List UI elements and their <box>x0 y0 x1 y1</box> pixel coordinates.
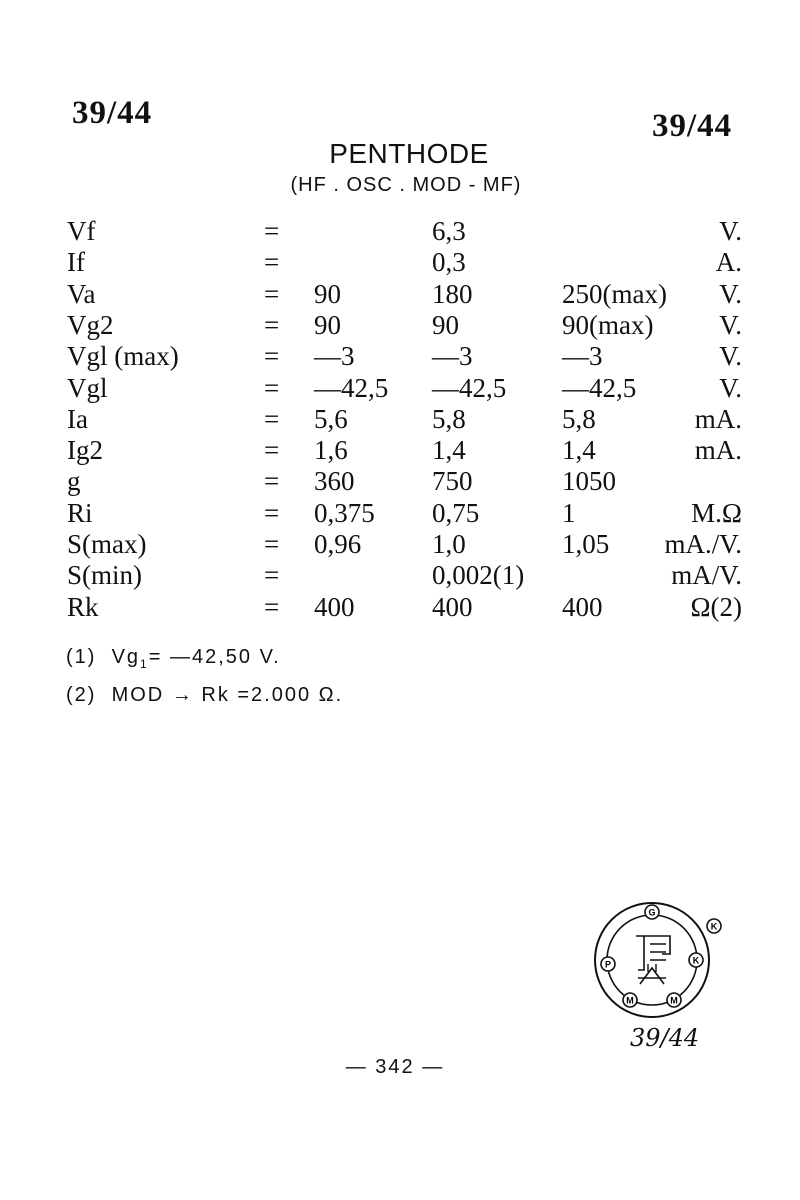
table-row <box>0 310 800 341</box>
cell-v1: 0,375 <box>314 498 375 528</box>
cell-unit: A. <box>715 247 742 277</box>
socket-pin-label: M <box>670 995 678 1006</box>
cell-v3: 1,05 <box>562 529 610 559</box>
table-row <box>0 592 800 623</box>
cell-unit: mA/V. <box>671 560 742 590</box>
socket-diagram <box>592 900 732 1020</box>
cell-v2: 400 <box>432 592 473 622</box>
socket-pin-label: P <box>604 959 612 970</box>
cell-v2: —3 <box>432 341 473 371</box>
cell-v1: 0,96 <box>314 529 362 559</box>
cell-symbol: Vg2 <box>67 310 114 340</box>
filament-symbol <box>638 964 666 978</box>
cell-unit: V. <box>719 373 742 403</box>
table-row <box>0 560 800 591</box>
page-subtitle: (HF . OSC . MOD - MF) <box>290 174 522 196</box>
page-number: — 342 — <box>345 1056 445 1078</box>
table-row <box>0 529 800 560</box>
cell-v2: 750 <box>432 466 473 496</box>
table-row <box>0 435 800 466</box>
cell-v1: 5,6 <box>314 404 348 434</box>
cell-v3: 1,4 <box>562 435 596 465</box>
footnote-1-subscript: 1 <box>140 657 149 671</box>
header-code-left: 39/44 <box>72 95 153 131</box>
cell-unit: V. <box>719 216 742 246</box>
cell-v3: 5,8 <box>562 404 596 434</box>
table-row <box>0 341 800 372</box>
cell-v1: 90 <box>314 310 341 340</box>
cell-v3: —42,5 <box>562 373 637 403</box>
cell-eq: = <box>264 529 280 559</box>
cell-symbol: Rk <box>67 592 99 622</box>
cell-unit: mA. <box>694 404 742 434</box>
cell-eq: = <box>264 247 280 277</box>
cell-eq: = <box>264 592 280 622</box>
cell-v3: 90(max) <box>562 310 654 340</box>
cell-v3: 250(max) <box>562 279 667 309</box>
cell-v1: 1,6 <box>314 435 348 465</box>
cell-v3: 1 <box>562 498 576 528</box>
cell-unit: M.Ω <box>691 498 742 528</box>
cell-v1: 400 <box>314 592 355 622</box>
arrow-icon: → <box>171 684 194 706</box>
cell-v2: 5,8 <box>432 404 466 434</box>
socket-pin-label: K <box>710 921 718 932</box>
footnote-2 <box>66 684 343 707</box>
cell-unit: mA./V. <box>664 529 742 559</box>
cell-v2: 0,75 <box>432 498 480 528</box>
cell-eq: = <box>264 373 280 403</box>
cell-symbol: Ig2 <box>67 435 103 465</box>
table-row <box>0 466 800 497</box>
socket-caption: 39/44 <box>630 1024 700 1052</box>
cell-v2: 1,0 <box>432 529 466 559</box>
cell-symbol: If <box>67 247 85 277</box>
cell-v2: 90 <box>432 310 459 340</box>
cell-v1: 360 <box>314 466 355 496</box>
cell-unit: V. <box>719 310 742 340</box>
cell-v2: 1,4 <box>432 435 466 465</box>
cell-eq: = <box>264 435 280 465</box>
cell-v1: —42,5 <box>314 373 389 403</box>
footnote-1-symbol: Vg <box>111 646 141 668</box>
cell-symbol: g <box>67 466 81 496</box>
cell-symbol: Vgl (max) <box>67 341 179 371</box>
cell-v3: 400 <box>562 592 603 622</box>
header-code-right: 39/44 <box>652 108 733 144</box>
cell-symbol: S(max) <box>67 529 147 559</box>
cell-eq: = <box>264 404 280 434</box>
footnote-2-marker: (2) <box>66 684 97 706</box>
table-row <box>0 404 800 435</box>
cell-v2: 6,3 <box>432 216 466 246</box>
footnote-2-value: Rk =2.000 Ω. <box>201 684 344 706</box>
cell-v3: 1050 <box>562 466 616 496</box>
cell-v2: 180 <box>432 279 473 309</box>
cell-symbol: Vf <box>67 216 96 246</box>
cell-eq: = <box>264 560 280 590</box>
cell-unit: Ω(2) <box>690 592 742 622</box>
cell-symbol: Va <box>67 279 96 309</box>
cell-symbol: Ri <box>67 498 93 528</box>
table-row <box>0 373 800 404</box>
page-title: PENTHODE <box>329 138 489 169</box>
footnote-1 <box>66 646 281 671</box>
table-row <box>0 279 800 310</box>
cell-unit: V. <box>719 341 742 371</box>
footnote-1-value: = —42,50 V. <box>148 646 281 668</box>
cell-symbol: Vgl <box>67 373 108 403</box>
socket-pin-label: K <box>692 955 700 966</box>
footnote-1-marker: (1) <box>66 646 97 668</box>
table-row <box>0 216 800 247</box>
electrode-symbol <box>636 936 670 984</box>
cell-eq: = <box>264 498 280 528</box>
footnote-2-label: MOD <box>111 684 165 706</box>
cell-eq: = <box>264 216 280 246</box>
table-row <box>0 247 800 278</box>
cell-eq: = <box>264 341 280 371</box>
cell-v3: —3 <box>562 341 603 371</box>
cell-v1: 90 <box>314 279 341 309</box>
cell-v2: 0,002(1) <box>432 560 525 590</box>
cell-symbol: S(min) <box>67 560 143 590</box>
cell-v2: 0,3 <box>432 247 466 277</box>
cell-symbol: Ia <box>67 404 88 434</box>
cell-eq: = <box>264 279 280 309</box>
cell-v2: —42,5 <box>432 373 507 403</box>
cell-eq: = <box>264 310 280 340</box>
cell-v1: —3 <box>314 341 355 371</box>
cell-eq: = <box>264 466 280 496</box>
table-row <box>0 498 800 529</box>
socket-pin-label: G <box>648 907 656 918</box>
cell-unit: mA. <box>694 435 742 465</box>
cell-unit: V. <box>719 279 742 309</box>
socket-pin-label: M <box>626 995 634 1006</box>
